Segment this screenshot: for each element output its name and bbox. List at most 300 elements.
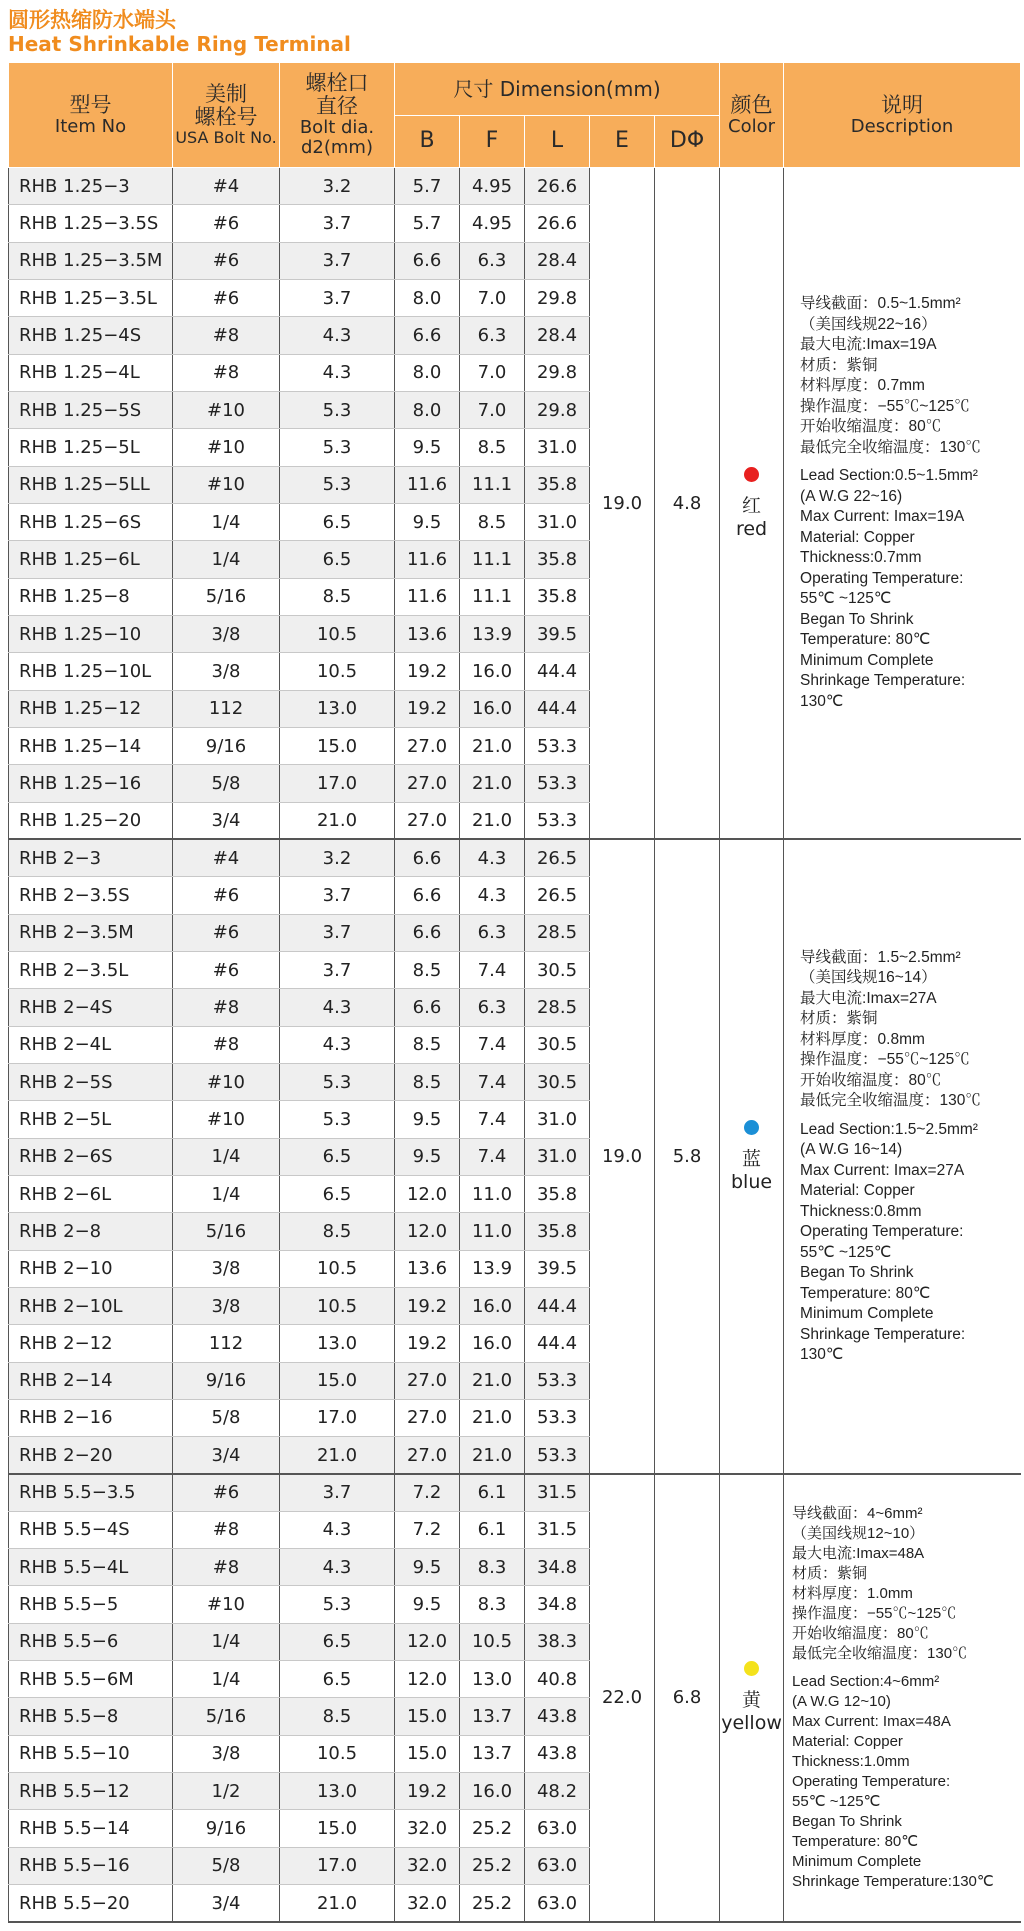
cell-b: 13.6 [395,1250,460,1287]
cell-f: 6.1 [460,1511,525,1548]
cell-b: 15.0 [395,1698,460,1735]
description-line-en: Lead Section:1.5~2.5mm² [800,1120,978,1138]
header-dia-en2: d2(mm) [301,137,373,159]
cell-l: 35.8 [525,1213,590,1250]
cell-item-no: RHB 1.25−14 [9,727,173,764]
cell-l: 63.0 [525,1847,590,1884]
cell-f: 13.9 [460,1250,525,1287]
cell-usa-bolt: 1/4 [173,1175,280,1212]
cell-f: 10.5 [460,1623,525,1660]
cell-f: 13.9 [460,615,525,652]
cell-usa-bolt: #4 [173,839,280,876]
description-line-cn: 操作温度：−55℃~125℃ [800,1051,970,1069]
description-line-cn: 操作温度：−55℃~125℃ [800,397,970,415]
page-title-en: Heat Shrinkable Ring Terminal [8,32,351,56]
cell-usa-bolt: #10 [173,1101,280,1138]
cell-bolt-dia: 5.3 [280,1063,395,1100]
cell-item-no: RHB 1.25−5LL [9,466,173,503]
cell-bolt-dia: 6.5 [280,1661,395,1698]
description-line-cn: 导线截面：0.5~1.5mm² [800,295,961,313]
cell-b: 11.6 [395,541,460,578]
cell-usa-bolt: 1/4 [173,541,280,578]
cell-usa-bolt: #6 [173,951,280,988]
cell-l: 43.8 [525,1735,590,1772]
description-line-en: Max Current: Imax=27A [800,1161,965,1179]
cell-b: 27.0 [395,1437,460,1474]
cell-usa-bolt: 3/8 [173,1735,280,1772]
cell-usa-bolt: #10 [173,466,280,503]
color-name-en: red [735,517,768,540]
cell-b: 12.0 [395,1661,460,1698]
cell-item-no: RHB 2−3.5S [9,877,173,914]
cell-f: 11.1 [460,578,525,615]
cell-item-no: RHB 1.25−4L [9,354,173,391]
cell-bolt-dia: 10.5 [280,653,395,690]
header-item-en: Item No [54,115,127,137]
description-line-en: 55℃ ~125℃ [800,590,892,608]
cell-d: 6.8 [655,1474,720,1922]
description-line-en: Operating Temperature: [800,569,964,587]
header-e: E [590,116,655,168]
cell-bolt-dia: 4.3 [280,317,395,354]
header-dimension: 尺寸 Dimension(mm) [395,63,720,116]
cell-item-no: RHB 2−10L [9,1287,173,1324]
cell-bolt-dia: 17.0 [280,1399,395,1436]
terminal-spec-table-wrapper [8,62,1020,1923]
cell-color [720,839,784,1474]
cell-bolt-dia: 4.3 [280,1511,395,1548]
description-line-en: 130℃ [800,1346,844,1364]
cell-f: 7.4 [460,1101,525,1138]
cell-item-no: RHB 2−4L [9,1026,173,1063]
cell-f: 11.0 [460,1213,525,1250]
cell-item-no: RHB 2−3.5M [9,914,173,951]
cell-item-no: RHB 5.5−12 [9,1773,173,1810]
cell-e: 19.0 [590,168,655,840]
cell-f: 11.1 [460,466,525,503]
header-description [784,63,1021,168]
cell-l: 29.8 [525,391,590,428]
header-bolt-cn1: 美制 [205,82,247,107]
cell-l: 26.6 [525,168,590,205]
cell-bolt-dia: 3.7 [280,242,395,279]
cell-b: 5.7 [395,205,460,242]
cell-bolt-dia: 5.3 [280,466,395,503]
cell-usa-bolt: 5/8 [173,1847,280,1884]
description-line-cn: 材料厚度：0.8mm [800,1030,925,1048]
cell-l: 30.5 [525,1026,590,1063]
description-line-en: Shrinkage Temperature:130℃ [792,1872,994,1890]
description-line-en: Minimum Complete [792,1852,922,1870]
cell-usa-bolt: #4 [173,168,280,205]
cell-l: 28.4 [525,317,590,354]
cell-bolt-dia: 10.5 [280,615,395,652]
cell-b: 8.5 [395,951,460,988]
cell-l: 38.3 [525,1623,590,1660]
cell-item-no: RHB 5.5−4S [9,1511,173,1548]
description-line-cn: （美国线规22~16） [800,315,937,333]
cell-bolt-dia: 3.7 [280,1474,395,1511]
cell-bolt-dia: 21.0 [280,1885,395,1922]
description-line-cn: 材质：紫铜 [800,1010,878,1028]
cell-bolt-dia: 4.3 [280,989,395,1026]
cell-color [720,1474,784,1922]
description-line-cn: （美国线规12~10） [792,1524,925,1542]
cell-item-no: RHB 1.25−6S [9,503,173,540]
cell-usa-bolt: 112 [173,690,280,727]
header-bolt-cn2: 螺栓号 [194,105,258,130]
cell-b: 15.0 [395,1735,460,1772]
color-name-en: yellow [721,1712,782,1735]
description-line-en: (A W.G 16~14) [800,1141,903,1159]
description-line-en: Began To Shrink [800,1264,914,1282]
description-line-cn: 材质：紫铜 [800,356,878,374]
cell-l: 28.4 [525,242,590,279]
cell-l: 53.3 [525,1437,590,1474]
cell-b: 8.0 [395,354,460,391]
cell-usa-bolt: 3/8 [173,1287,280,1324]
cell-f: 21.0 [460,727,525,764]
cell-f: 7.0 [460,354,525,391]
cell-usa-bolt: #10 [173,391,280,428]
cell-b: 6.6 [395,877,460,914]
header-bolt-en: USA Bolt No. [175,128,277,148]
description-line-en: Thickness:0.7mm [800,549,922,567]
description-line-en: Thickness:1.0mm [792,1752,910,1770]
cell-usa-bolt: #10 [173,1063,280,1100]
description-line-cn: 最大电流:Imax=48A [792,1544,925,1562]
cell-d: 5.8 [655,839,720,1474]
cell-item-no: RHB 5.5−16 [9,1847,173,1884]
cell-f: 21.0 [460,1362,525,1399]
cell-l: 53.3 [525,727,590,764]
cell-l: 34.8 [525,1586,590,1623]
header-dia-cn1: 螺栓口 [305,71,369,96]
cell-item-no: RHB 1.25−5L [9,429,173,466]
cell-f: 16.0 [460,690,525,727]
cell-item-no: RHB 1.25−3.5S [9,205,173,242]
header-d: DΦ [655,116,720,168]
cell-usa-bolt: 5/8 [173,765,280,802]
cell-l: 29.8 [525,279,590,316]
cell-bolt-dia: 15.0 [280,727,395,764]
cell-bolt-dia: 17.0 [280,765,395,802]
cell-item-no: RHB 5.5−8 [9,1698,173,1735]
cell-bolt-dia: 3.7 [280,279,395,316]
description-line-cn: 开始收缩温度：80℃ [800,418,942,436]
cell-f: 13.7 [460,1735,525,1772]
description-line-cn: 最低完全收缩温度：130℃ [800,1092,981,1110]
description-line-en: Operating Temperature: [792,1772,951,1790]
description-line-cn: 开始收缩温度：80℃ [800,1071,942,1089]
cell-usa-bolt: 3/4 [173,802,280,839]
description-line-en: Max Current: Imax=19A [800,508,965,526]
header-desc-en: Description [850,115,954,137]
cell-usa-bolt: 3/4 [173,1437,280,1474]
cell-b: 6.6 [395,242,460,279]
cell-item-no: RHB 1.25−12 [9,690,173,727]
cell-item-no: RHB 1.25−4S [9,317,173,354]
cell-b: 9.5 [395,1101,460,1138]
cell-item-no: RHB 5.5−10 [9,1735,173,1772]
cell-item-no: RHB 2−5S [9,1063,173,1100]
cell-b: 19.2 [395,1287,460,1324]
cell-b: 32.0 [395,1847,460,1884]
cell-f: 6.3 [460,989,525,1026]
cell-item-no: RHB 5.5−14 [9,1810,173,1847]
cell-f: 21.0 [460,1437,525,1474]
cell-l: 31.5 [525,1511,590,1548]
cell-l: 28.5 [525,914,590,951]
cell-item-no: RHB 2−5L [9,1101,173,1138]
description-line-en: Lead Section:0.5~1.5mm² [800,467,978,485]
cell-l: 44.4 [525,690,590,727]
cell-bolt-dia: 17.0 [280,1847,395,1884]
cell-l: 30.5 [525,1063,590,1100]
cell-l: 31.0 [525,1138,590,1175]
cell-b: 27.0 [395,1362,460,1399]
cell-bolt-dia: 10.5 [280,1735,395,1772]
cell-b: 11.6 [395,466,460,503]
header-usa-bolt [173,63,280,168]
cell-f: 16.0 [460,1773,525,1810]
cell-description [784,839,1021,1474]
cell-l: 63.0 [525,1810,590,1847]
cell-b: 8.0 [395,391,460,428]
cell-l: 35.8 [525,541,590,578]
cell-bolt-dia: 6.5 [280,1623,395,1660]
cell-f: 7.0 [460,391,525,428]
cell-usa-bolt: 1/4 [173,503,280,540]
cell-bolt-dia: 6.5 [280,1138,395,1175]
cell-f: 7.4 [460,1026,525,1063]
cell-usa-bolt: 112 [173,1325,280,1362]
cell-e: 22.0 [590,1474,655,1922]
description-line-cn: 最低完全收缩温度：130℃ [792,1644,968,1662]
cell-f: 6.1 [460,1474,525,1511]
cell-f: 7.0 [460,279,525,316]
cell-description [784,1474,1021,1922]
cell-item-no: RHB 5.5−20 [9,1885,173,1922]
cell-b: 9.5 [395,503,460,540]
table-row [9,1474,1021,1511]
cell-bolt-dia: 15.0 [280,1810,395,1847]
description-line-cn: 材料厚度：0.7mm [800,377,925,395]
description-line-cn: 导线截面：1.5~2.5mm² [800,948,961,966]
cell-l: 44.4 [525,1325,590,1362]
cell-bolt-dia: 10.5 [280,1250,395,1287]
header-b: B [395,116,460,168]
cell-l: 26.6 [525,205,590,242]
cell-f: 13.0 [460,1661,525,1698]
cell-item-no: RHB 2−4S [9,989,173,1026]
header-f: F [460,116,525,168]
cell-b: 19.2 [395,1773,460,1810]
cell-item-no: RHB 1.25−16 [9,765,173,802]
cell-usa-bolt: 9/16 [173,1362,280,1399]
cell-f: 4.3 [460,839,525,876]
cell-item-no: RHB 5.5−5 [9,1586,173,1623]
cell-item-no: RHB 5.5−3.5 [9,1474,173,1511]
cell-usa-bolt: 5/8 [173,1399,280,1436]
cell-b: 12.0 [395,1623,460,1660]
cell-l: 53.3 [525,1362,590,1399]
description-line-en: Minimum Complete [800,1305,934,1323]
cell-l: 31.5 [525,1474,590,1511]
cell-f: 6.3 [460,317,525,354]
cell-bolt-dia: 8.5 [280,578,395,615]
cell-bolt-dia: 4.3 [280,1026,395,1063]
header-color-cn: 颜色 [730,92,773,117]
cell-item-no: RHB 1.25−5S [9,391,173,428]
cell-usa-bolt: 1/4 [173,1623,280,1660]
cell-f: 8.5 [460,503,525,540]
header-color [720,63,784,168]
cell-item-no: RHB 1.25−8 [9,578,173,615]
cell-b: 6.6 [395,839,460,876]
cell-item-no: RHB 2−8 [9,1213,173,1250]
cell-d: 4.8 [655,168,720,840]
cell-f: 11.1 [460,541,525,578]
cell-bolt-dia: 3.7 [280,951,395,988]
cell-usa-bolt: 9/16 [173,1810,280,1847]
cell-b: 19.2 [395,1325,460,1362]
cell-l: 44.4 [525,1287,590,1324]
cell-f: 25.2 [460,1810,525,1847]
cell-b: 6.6 [395,989,460,1026]
cell-e: 19.0 [590,839,655,1474]
description-line-cn: 最大电流:Imax=27A [800,989,937,1007]
cell-bolt-dia: 10.5 [280,1287,395,1324]
cell-item-no: RHB 2−14 [9,1362,173,1399]
cell-usa-bolt: 1/4 [173,1661,280,1698]
cell-f: 4.95 [460,205,525,242]
table-row [9,168,1021,205]
description-line-cn: （美国线规16~14） [800,969,937,987]
cell-usa-bolt: 3/8 [173,615,280,652]
cell-f: 21.0 [460,765,525,802]
description-line-en: Temperature: 80℃ [792,1832,919,1850]
cell-b: 32.0 [395,1810,460,1847]
description-line-en: Minimum Complete [800,651,934,669]
cell-usa-bolt: #6 [173,242,280,279]
cell-b: 6.6 [395,317,460,354]
color-dot-icon [744,1661,759,1676]
page-title-cn: 圆形热缩防水端头 [8,8,176,32]
description-line-cn: 开始收缩温度：80℃ [792,1624,929,1642]
description-line-en: (A W.G 22~16) [800,487,903,505]
description-line-cn: 最大电流:Imax=19A [800,336,937,354]
description-line-en: Material: Copper [800,528,915,546]
description-line-en: Thickness:0.8mm [800,1202,922,1220]
cell-bolt-dia: 21.0 [280,802,395,839]
cell-usa-bolt: #6 [173,205,280,242]
description-line-en: 130℃ [800,692,844,710]
cell-l: 53.3 [525,1399,590,1436]
cell-usa-bolt: 3/8 [173,1250,280,1287]
cell-bolt-dia: 5.3 [280,391,395,428]
cell-l: 40.8 [525,1661,590,1698]
cell-item-no: RHB 5.5−4L [9,1549,173,1586]
description-line-en: 55℃ ~125℃ [792,1792,881,1810]
description-line-en: Operating Temperature: [800,1223,964,1241]
header-dia-en1: Bolt dia. [299,117,375,139]
cell-color [720,168,784,840]
description-line-en: 55℃ ~125℃ [800,1243,892,1261]
description-line-cn: 导线截面：4~6mm² [792,1504,923,1522]
cell-f: 16.0 [460,1287,525,1324]
cell-f: 11.0 [460,1175,525,1212]
cell-l: 48.2 [525,1773,590,1810]
cell-usa-bolt: #8 [173,1549,280,1586]
cell-usa-bolt: 3/8 [173,653,280,690]
cell-l: 35.8 [525,578,590,615]
cell-item-no: RHB 1.25−10 [9,615,173,652]
cell-f: 8.5 [460,429,525,466]
cell-usa-bolt: #10 [173,429,280,466]
header-item-cn: 型号 [69,92,112,117]
color-name-cn: 红 [742,494,762,517]
cell-bolt-dia: 4.3 [280,354,395,391]
terminal-spec-table [8,62,1021,1923]
cell-f: 8.3 [460,1549,525,1586]
cell-usa-bolt: 1/2 [173,1773,280,1810]
description-line-en: Began To Shrink [800,610,914,628]
cell-b: 7.2 [395,1474,460,1511]
description-line-en: Material: Copper [792,1732,903,1750]
cell-bolt-dia: 8.5 [280,1698,395,1735]
cell-f: 6.3 [460,914,525,951]
header-item-no [9,63,173,168]
table-body [9,168,1021,1922]
cell-l: 29.8 [525,354,590,391]
cell-b: 19.2 [395,653,460,690]
cell-f: 7.4 [460,1138,525,1175]
cell-usa-bolt: #8 [173,354,280,391]
cell-l: 26.5 [525,839,590,876]
color-name-cn: 蓝 [742,1148,762,1171]
cell-f: 6.3 [460,242,525,279]
cell-l: 39.5 [525,1250,590,1287]
cell-bolt-dia: 13.0 [280,1773,395,1810]
cell-bolt-dia: 3.7 [280,914,395,951]
cell-b: 9.5 [395,1549,460,1586]
cell-item-no: RHB 2−16 [9,1399,173,1436]
description-line-en: Temperature: 80℃ [800,631,931,649]
description-line-cn: 材料厚度：1.0mm [792,1584,913,1602]
description-line-en: Material: Copper [800,1182,915,1200]
cell-item-no: RHB 5.5−6M [9,1661,173,1698]
cell-usa-bolt: 9/16 [173,727,280,764]
cell-item-no: RHB 2−10 [9,1250,173,1287]
cell-l: 39.5 [525,615,590,652]
description-line-en: Temperature: 80℃ [800,1284,931,1302]
cell-bolt-dia: 3.2 [280,168,395,205]
cell-usa-bolt: 1/4 [173,1138,280,1175]
cell-bolt-dia: 8.5 [280,1213,395,1250]
description-gap [800,1112,1015,1120]
cell-bolt-dia: 3.7 [280,205,395,242]
cell-f: 25.2 [460,1885,525,1922]
table-header [9,63,1021,168]
cell-f: 8.3 [460,1586,525,1623]
cell-l: 31.0 [525,429,590,466]
description-line-en: Shrinkage Temperature: [800,1325,966,1343]
cell-usa-bolt: 5/16 [173,578,280,615]
cell-l: 35.8 [525,1175,590,1212]
cell-usa-bolt: #6 [173,1474,280,1511]
cell-l: 35.8 [525,466,590,503]
